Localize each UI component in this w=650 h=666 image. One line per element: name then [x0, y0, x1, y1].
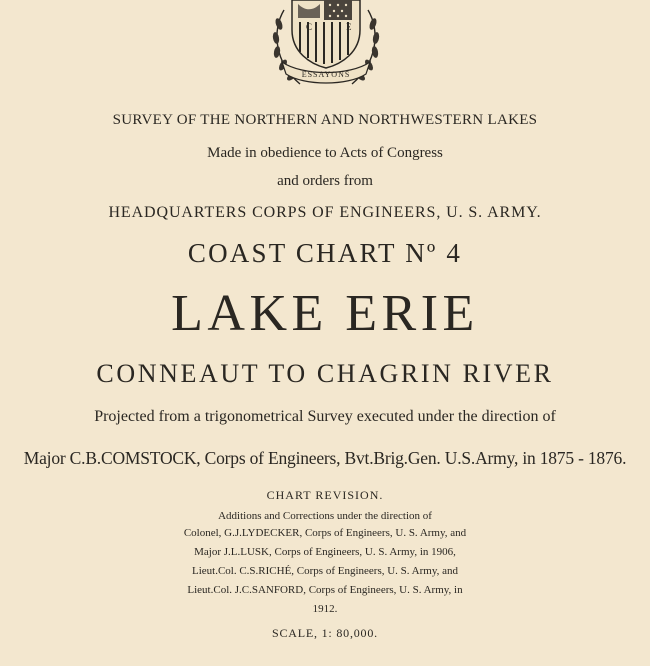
revision-line: Major J.L.LUSK, Corps of Engineers, U. S. Army, in 1906, [194, 546, 456, 558]
projection-line: Projected from a trigonometrical Survey executed under the direction of [94, 408, 556, 425]
revision-line: Colonel, G.J.LYDECKER, Corps of Engineers, U. S. Army, and [183, 527, 467, 539]
revision-line: Lieut.Col. C.S.RICHÉ, Corps of Engineers, U. S. Army, and [191, 565, 459, 577]
obedience-line: Made in obedience to Acts of Congress [207, 145, 443, 161]
lake-name-title: LAKE ERIE [171, 285, 479, 342]
revision-line: 1912. [312, 603, 338, 615]
major-comstock-line: Major C.B.COMSTOCK, Corps of Engineers, Bvt.Brig.Gen. U.S.Army, in 1875 - 1876. [23, 448, 627, 468]
revision-line: Additions and Corrections under the direction of [218, 510, 432, 522]
seal-letter-e: E [346, 22, 352, 32]
seal-banner-text: ESSAYONS [301, 70, 351, 79]
revision-line: Lieut.Col. J.C.SANFORD, Corps of Engineers, U. S. Army, in [187, 584, 463, 596]
section-title: CONNEAUT TO CHAGRIN RIVER [96, 359, 554, 388]
survey-line: SURVEY OF THE NORTHERN AND NORTHWESTERN LAKES [112, 112, 538, 128]
orders-line: and orders from [277, 173, 373, 189]
scale-line: SCALE, 1: 80,000. [272, 626, 378, 640]
chart-number: COAST CHART Nº 4 [187, 238, 463, 268]
revision-heading: CHART REVISION. [266, 488, 384, 502]
seal-letter-c: C [306, 22, 313, 32]
headquarters-line: HEADQUARTERS CORPS OF ENGINEERS, U. S. ARMY. [108, 204, 542, 221]
corps-of-engineers-seal-icon [262, 0, 390, 100]
